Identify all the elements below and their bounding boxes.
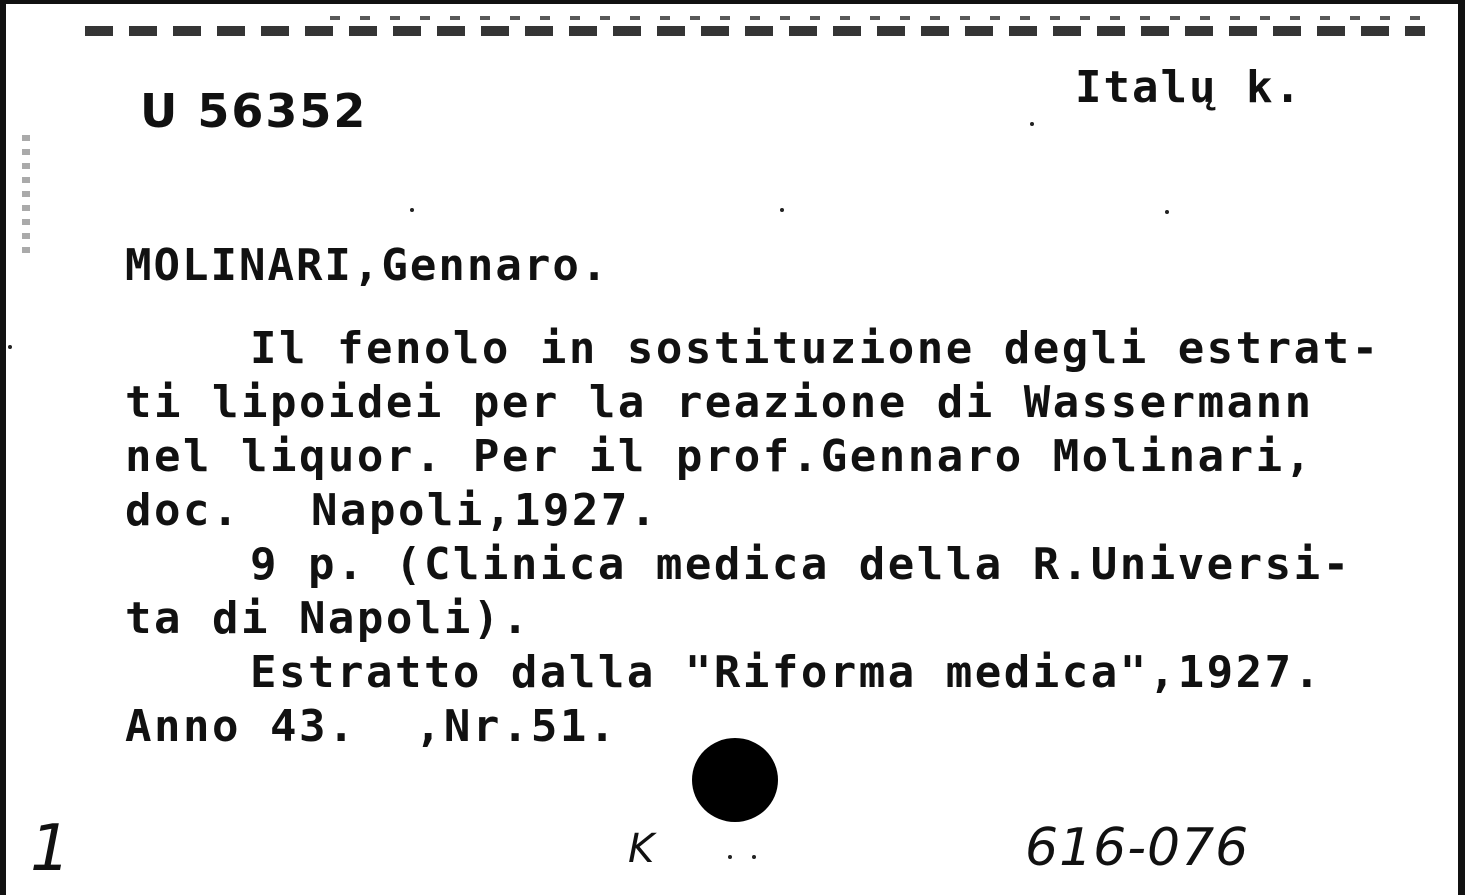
collation-line: 9 p. (Clinica medica della R.Universi- [250,539,1352,590]
punch-hole [692,738,778,822]
scan-artifact-dashes [85,26,1425,36]
scan-speck [780,208,784,212]
bibliographic-description [125,322,1445,754]
card-top-edge [0,0,1465,4]
scan-speck [8,345,12,349]
scan-artifact-side-marks [22,135,30,255]
card-right-edge [1458,0,1465,895]
scan-speck [410,208,414,212]
imprint-line [125,484,1445,538]
scan-artifact-dashes [330,16,1420,20]
note-line: Estratto dalla "Riforma medica",1927. [250,647,1323,698]
scan-speck [752,855,756,859]
card-left-edge [0,0,6,895]
scan-speck [728,855,732,859]
handwritten-mark: K [628,826,655,872]
title-line: ti lipoidei per la reazione di Wassermann [125,377,1314,428]
note-line: Anno 43. ,Nr.51. [125,701,618,752]
author-note: doc. [125,485,241,536]
scan-speck [1165,210,1169,214]
call-number: U 56352 [140,84,368,138]
title-line: Il fenolo in sostituzione degli estrat- [250,323,1381,374]
collection-label: Italų k. [1075,62,1303,113]
author-heading: MOLINARI,Gennaro. [125,240,610,291]
handwritten-classification: 616-076 [1025,818,1250,878]
handwritten-copy-number: 1 [30,812,71,886]
collation-line: ta di Napoli). [125,593,531,644]
title-line: nel liquor. Per il prof.Gennaro Molinari, [125,431,1314,482]
imprint: Napoli,1927. [310,485,659,536]
scan-speck [1030,122,1034,126]
